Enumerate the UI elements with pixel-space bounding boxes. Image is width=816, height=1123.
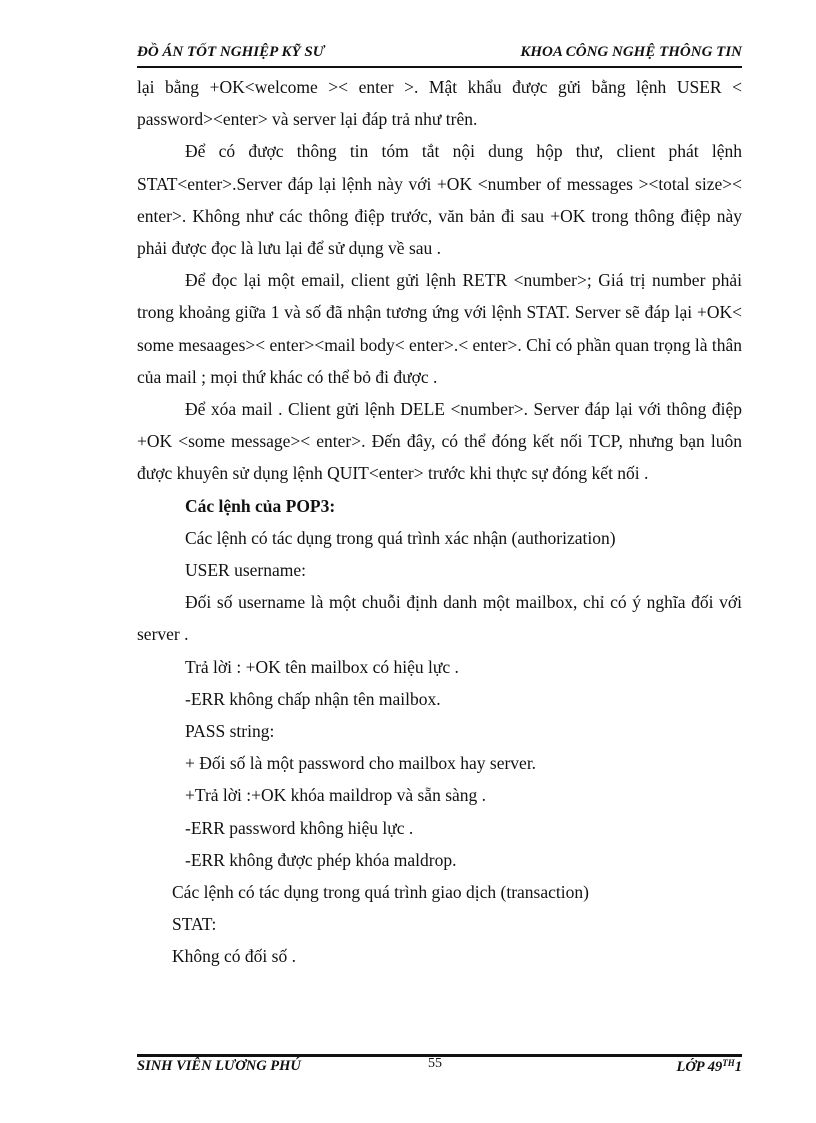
paragraph: + Đối số là một password cho mailbox hay server. [185, 753, 537, 774]
footer-class-suffix: 1 [734, 1059, 742, 1075]
paragraph: Các lệnh có tác dụng trong quá trình xác nhận (authorization) [185, 527, 616, 548]
page-body [137, 71, 742, 973]
paragraph: lại bằng +OK<welcome >< enter >. Mật khẩu được gửi bằng lệnh USER < password><enter> và server lại đáp trả như trên. [137, 77, 742, 130]
footer-left-text: SINH VIÊN LƯƠNG PHÚ [137, 1058, 301, 1074]
command-title: STAT: [172, 914, 217, 935]
paragraph: Để đọc lại một email, client gửi lệnh RETR <number>; Giá trị number phải trong khoảng giữa 1 và số đã nhận tương ứng với lệnh STAT. Server sẽ đáp lại +OK< some mesaages>< enter><mail body< enter>.< enter>. Chỉ có phần quan trọng là thân của mail ; mọi thứ khác có thể bỏ đi được . [137, 270, 742, 387]
paragraph: Trả lời : +OK tên mailbox có hiệu lực . [185, 656, 459, 677]
paragraph: Các lệnh có tác dụng trong quá trình giao dịch (transaction) [172, 882, 589, 903]
command-title: PASS string: [185, 721, 275, 742]
paragraph: Để xóa mail . Client gửi lệnh DELE <number>. Server đáp lại với thông điệp +OK <some message>< enter>. Đến đây, có thể đóng kết nối TCP, nhưng bạn luôn được khuyên sử dụng lệnh QUIT<enter> trước khi thực sự đóng kết nối . [137, 399, 742, 484]
command-title: USER username: [185, 560, 307, 581]
footer-class-sup: TH [722, 1058, 735, 1068]
paragraph: -ERR không được phép khóa maldrop. [185, 849, 457, 870]
paragraph: Không có đối số . [172, 946, 296, 967]
header-right-text: KHOA CÔNG NGHỆ THÔNG TIN [520, 44, 742, 60]
page-number: 55 [428, 1056, 442, 1071]
paragraph: +Trả lời :+OK khóa maildrop và sẵn sàng . [185, 785, 487, 806]
page-header [137, 44, 742, 66]
header-divider [137, 66, 742, 68]
footer-class-prefix: LỚP 49 [676, 1059, 723, 1075]
page-footer [137, 1058, 742, 1080]
header-left-text: ĐỒ ÁN TỐT NGHIỆP KỸ SƯ [137, 44, 325, 60]
paragraph: -ERR không chấp nhận tên mailbox. [185, 688, 441, 709]
paragraph: Đối số username là một chuỗi định danh một mailbox, chỉ có ý nghĩa đối với server . [137, 592, 742, 645]
footer-right-text [676, 1058, 742, 1076]
section-heading: Các lệnh của POP3: [185, 495, 336, 516]
paragraph: Để có được thông tin tóm tắt nội dung hộp thư, client phát lệnh STAT<enter>.Server đáp lại lệnh này với +OK <number of messages ><total size>< enter>. Không như các thông điệp trước, văn bản đi sau +OK trong thông điệp này phải được đọc là lưu lại để sử dụng về sau . [137, 141, 742, 259]
paragraph: -ERR password không hiệu lực . [185, 817, 414, 838]
